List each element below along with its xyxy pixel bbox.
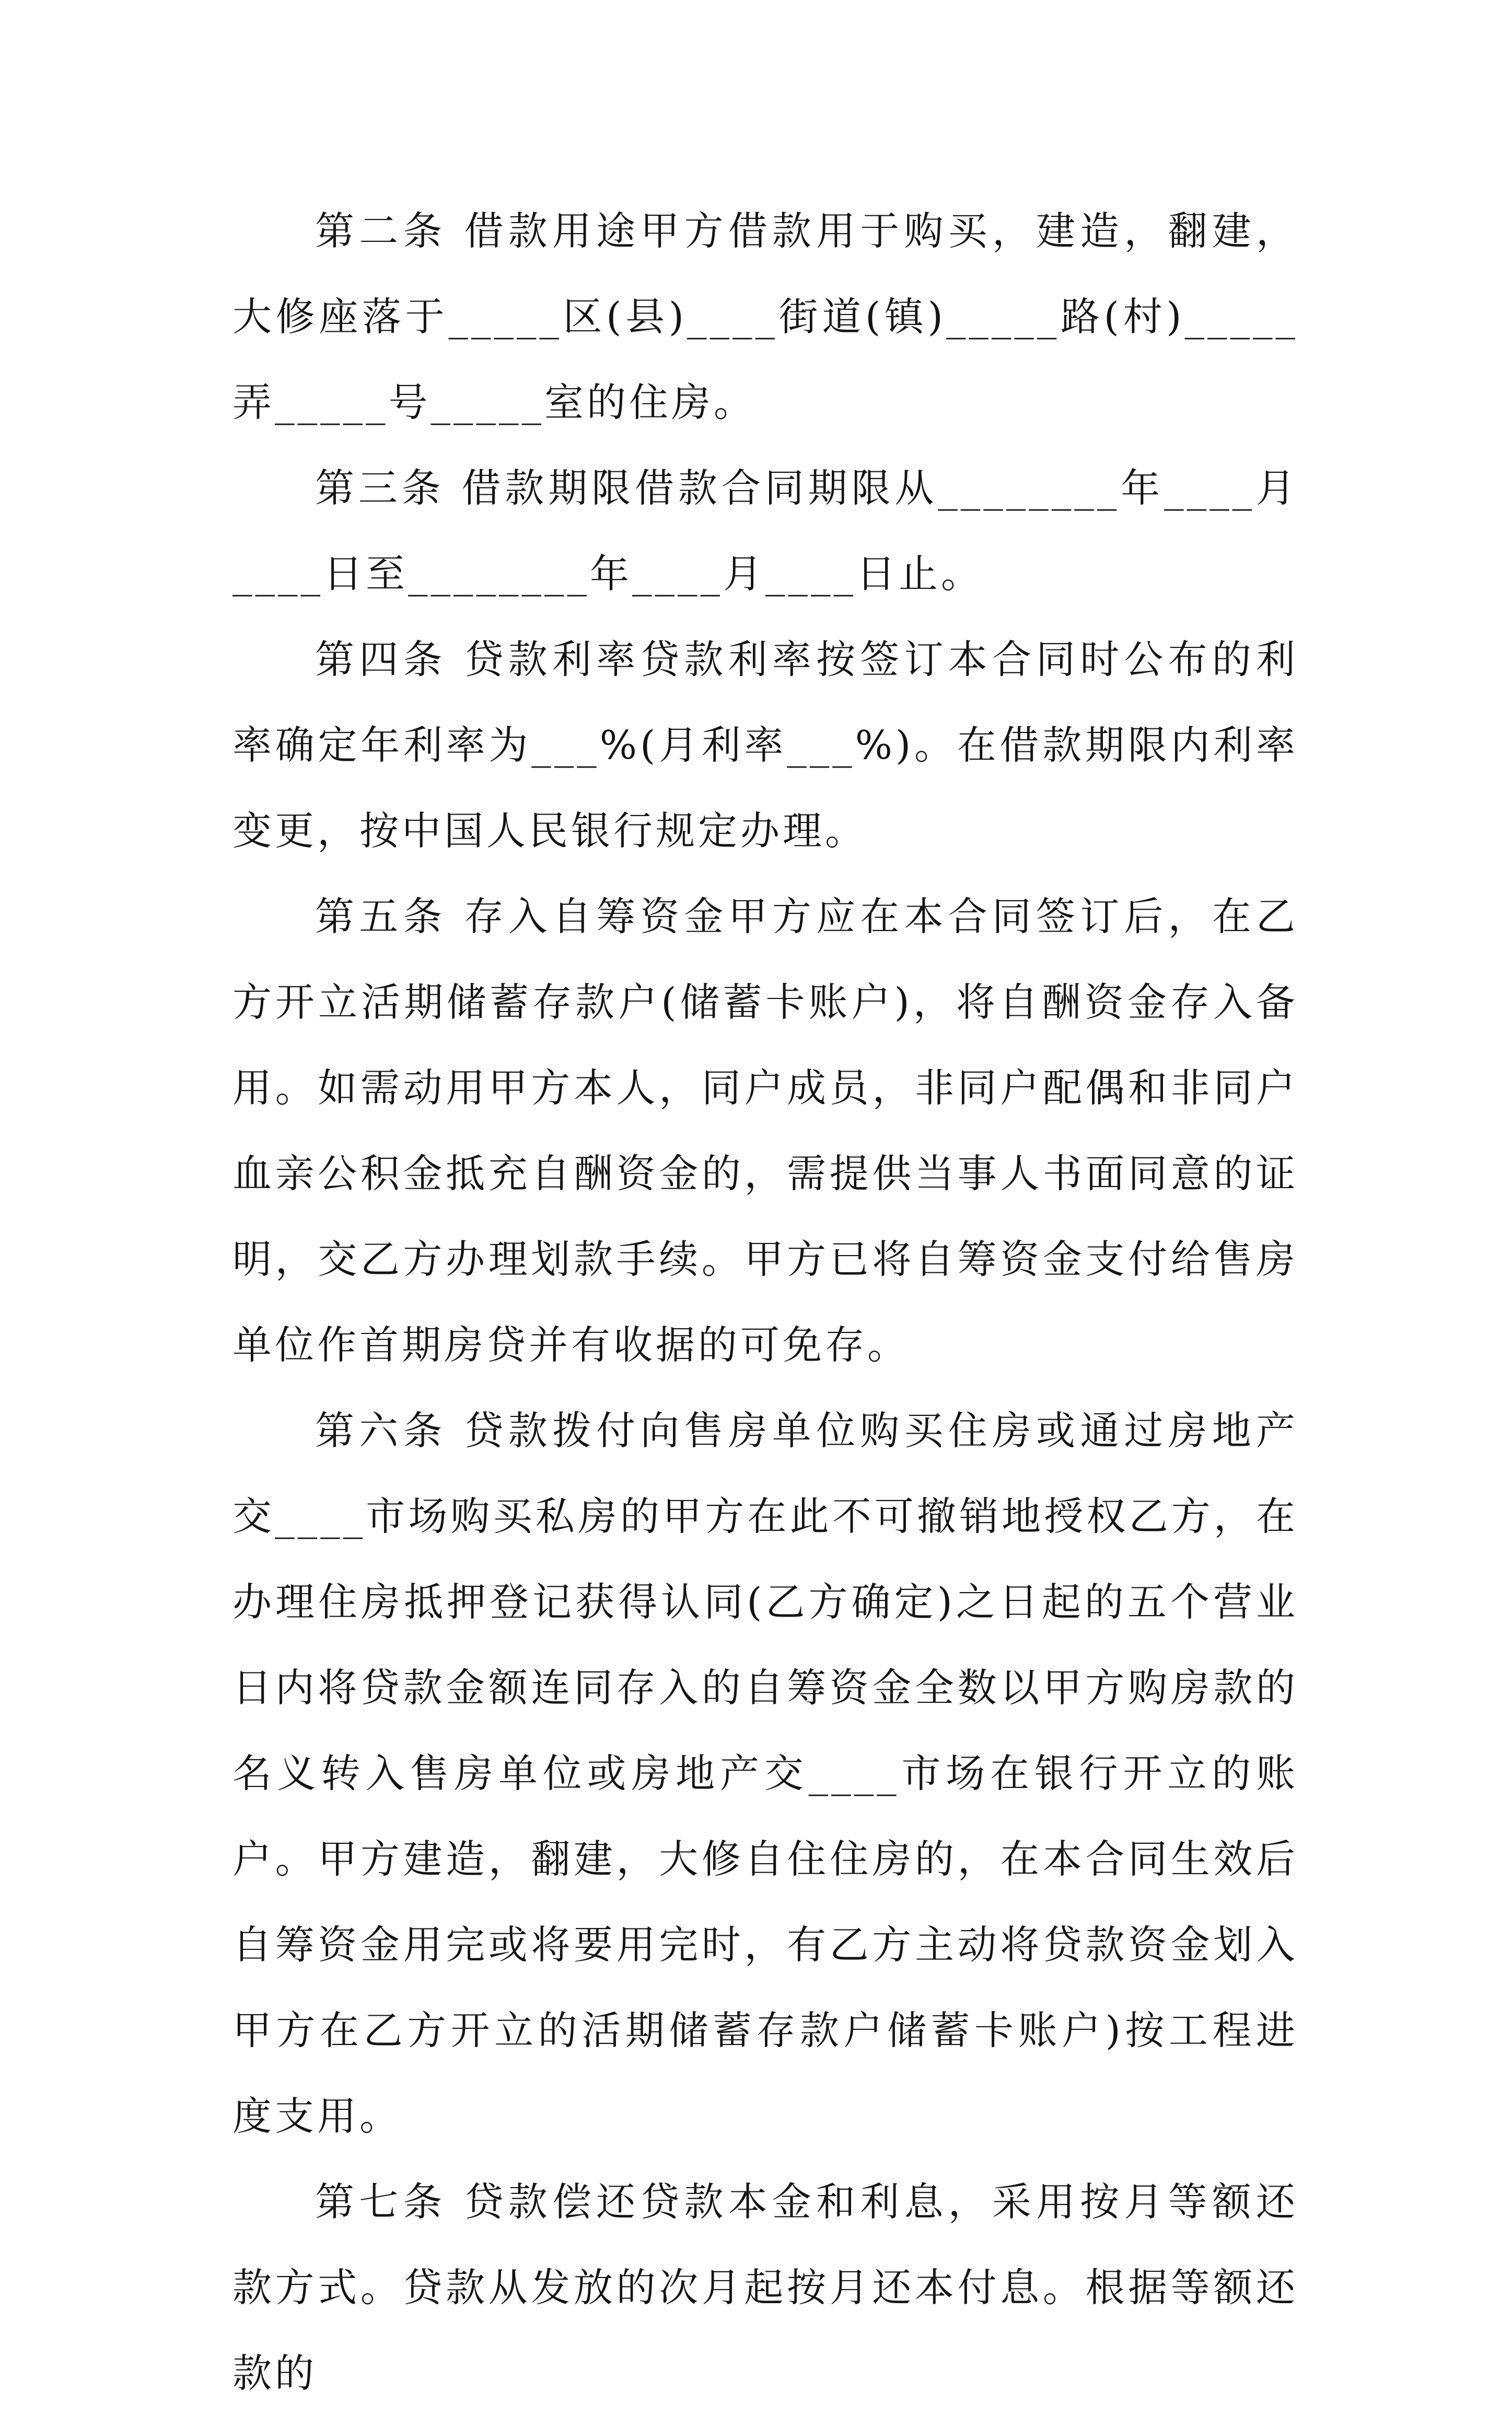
article-4-paragraph: 第四条 贷款利率贷款利率按签订本合同时公布的利率确定年利率为___%(月利率___%)。在借款期限内利率变更，按中国人民银行规定办理。: [232, 636, 1298, 854]
article-3-paragraph: 第三条 借款期限借款合同期限从________年____月____日至________年____月____日止。: [232, 465, 1298, 597]
document-page: [232, 188, 1298, 2416]
article-5-paragraph: 第五条 存入自筹资金甲方应在本合同签订后，在乙方开立活期储蓄存款户(储蓄卡账户)，将自酬资金存入备用。如需动用甲方本人，同户成员，非同户配偶和非同户血亲公积金抵充自酬资金的，需提供当事人书面同意的证明，交乙方办理划款手续。甲方已将自筹资金支付给售房单位作首期房贷并有收据的可免存。: [232, 893, 1298, 1368]
article-6-paragraph: 第六条 贷款拨付向售房单位购买住房或通过房地产交____市场购买私房的甲方在此不可撤销地授权乙方，在办理住房抵押登记获得认同(乙方确定)之日起的五个营业日内将贷款金额连同存入的自筹资金全数以甲方购房款的名义转入售房单位或房地产交____市场在银行开立的账户。甲方建造，翻建，大修自住住房的，在本合同生效后自筹资金用完或将要用完时，有乙方主动将贷款资金划入甲方在乙方开立的活期储蓄存款户储蓄卡账户)按工程进度支用。: [232, 1408, 1298, 2139]
article-7-paragraph: 第七条 贷款偿还贷款本金和利息，采用按月等额还款方式。贷款从发放的次月起按月还本付息。根据等额还款的: [232, 2179, 1298, 2396]
article-2-paragraph: 第二条 借款用途甲方借款用于购买，建造，翻建，大修座落于_____区(县)____街道(镇)_____路(村)_____弄_____号_____室的住房。: [232, 208, 1298, 425]
